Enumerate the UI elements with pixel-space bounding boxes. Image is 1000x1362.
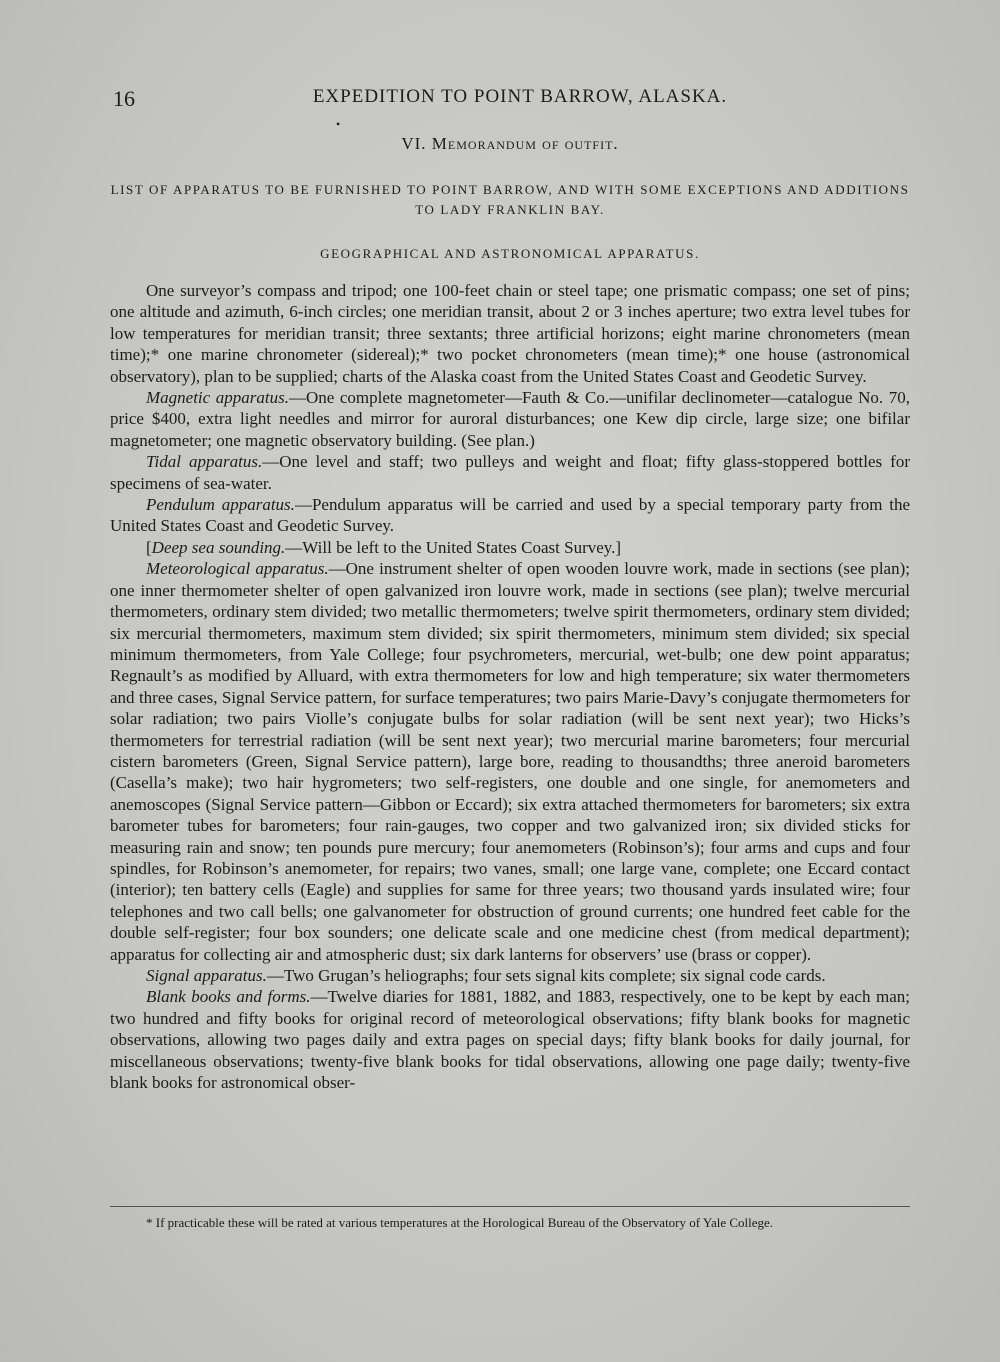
- running-title: EXPEDITION TO POINT BARROW, ALASKA.: [312, 86, 728, 107]
- section-numeral: VI.: [401, 134, 427, 153]
- blank-books-text: —Twelve diaries for 1881, 1882, and 1883, respectively, one to be kept by each man; two hundred and fifty books for original record of meteorological observations; fifty blank books for magnetic observations, allowing two pages daily and extra pages on special days; fifty blank books for daily journal, for miscellaneous observations; twenty-five blank books for tidal observations, allowing one page daily; twenty-five blank books for astronomical obser-: [110, 987, 910, 1093]
- page-body: [110, 130, 910, 1093]
- paragraph-geographical-text: One surveyor’s compass and tripod; one 100-feet chain or steel tape; one prismatic compass; one set of pins; one altitude and azimuth, 6-inch circles; one meridian transit, about 2 or 3 inches aperture; two extra level tubes for low temperatures for meridian transit; three sextants; three artificial horizons; eight marine chronometers (mean time);* one marine chronometer (sidereal);* two pocket chronometers (mean time);* one house (astronomical observatory), plan to be supplied; charts of the Alaska coast from the United States Coast and Geodetic Survey.: [110, 281, 910, 386]
- pendulum-label: Pendulum apparatus.: [146, 495, 295, 515]
- signal-label: Signal apparatus.: [146, 966, 267, 985]
- deep-sea-bracket: [: [146, 537, 152, 557]
- list-heading: LIST OF APPARATUS TO BE FURNISHED TO POINT BARROW, AND WITH SOME EXCEPTIONS AND ADDITIONS TO LADY FRANKLIN BAY.: [110, 182, 910, 217]
- pendulum-text: —Pendulum apparatus will be carried and used by a special temporary party from the United States Coast and Geodetic Survey.: [110, 495, 911, 536]
- footnote-rule: [110, 1206, 910, 1207]
- stray-ink-mark: •: [336, 117, 341, 131]
- paragraph-blank-books: [110, 986, 910, 1093]
- footnote: * If practicable these will be rated at various temperatures at the Horological Bureau of the Observatory of Yale College.: [146, 1215, 774, 1230]
- deep-sea-label: Deep sea sounding.: [151, 537, 286, 557]
- magnetic-text: —One complete magnetometer—Fauth & Co.—unifilar declinometer—catalogue No. 70, price $400, extra light needles and mirror for auroral disturbances; one Kew dip circle, large size; one bifilar magnetometer; one magnetic observatory building. (See plan.): [110, 388, 910, 450]
- tidal-label: Tidal apparatus.: [146, 452, 263, 472]
- meteorological-text: —One instrument shelter of open wooden louvre work, made in sections (see plan); one inner thermometer shelter of open galvanized iron louvre work, made in sections (see plan); twelve mercurial thermometers, ordinary stem divided; two metallic thermometers; twelve spirit thermometers, ordinary stem divided; six mercurial thermometers, maximum stem divided; six spirit thermometers, minimum stem divided; six special minimum thermometers, from Yale College; four psychrometers, mercurial, wet-bulb; one dew point apparatus; Regnault’s as modified by Alluard, with extra thermometers for low and high temperature; six water thermometers and three cases, Signal Service pattern, for surface temperatures; two pairs Marie-Davy’s conjugate thermometers for solar radiation; two pairs Violle’s conjugate bulbs for solar radiation (will be sent next year); two Hicks’s thermometers for terrestrial radiation (will be sent next year); two mercurial marine barometers; four mercurial cistern barometers (Green, Signal Service pattern), large bore, reading to thousandths; three aneroid barometers (Casella’s make); two hair hygrometers; two self-registers, one double and one single, for anemometers and anemoscopes (Signal Service pattern—Gibbon or Eccard); six extra attached thermometers for barometers; six extra barometer tubes for barometers; four rain-gauges, two copper and two galvanized iron; six divided sticks for measuring rain and snow; ten pounds pure mercury; four anemometers (Robinson’s); four arms and cups and four spindles, for Robinson’s anemometer, for repairs; two vanes, small; one large vane, complete; one Eccard contact (interior); ten battery cells (Eagle) and supplies for same for three years; two thousand yards insulated wire; four telephones and two call bells; one galvanometer for obstruction of ground currents; one hundred feet cable for the double self-register; four box sounders; one delicate scale and one medicine chest (from medical department); apparatus for collecting air and atmospheric dust; six dark lanterns for observers’ use (brass or copper).: [110, 559, 910, 964]
- paragraph-geographical: [110, 280, 910, 387]
- sub-heading-geographical: GEOGRAPHICAL AND ASTRONOMICAL APPARATUS.: [320, 246, 700, 261]
- tidal-text: —One level and staff; two pulleys and weight and float; fifty glass-stoppered bottles for specimens of sea-water.: [110, 452, 911, 493]
- paragraph-pendulum: [110, 494, 910, 537]
- meteorological-label: Meteorological apparatus.: [146, 559, 329, 579]
- section-title-text: Memorandum of outfit.: [431, 134, 619, 153]
- blank-books-label: Blank books and forms.: [146, 987, 311, 1007]
- paragraph-signal: [110, 965, 910, 986]
- signal-text: —Two Grugan’s heliographs; four sets signal kits complete; six signal code cards.: [266, 966, 826, 985]
- paragraph-magnetic: [110, 387, 910, 451]
- paragraph-tidal: [110, 451, 910, 494]
- running-head: [110, 86, 910, 112]
- page-number: 16: [113, 86, 135, 111]
- deep-sea-text: —Will be left to the United States Coast Survey.]: [285, 537, 622, 557]
- section-title: [110, 134, 910, 154]
- paragraph-meteorological: [110, 558, 910, 965]
- magnetic-label: Magnetic apparatus.: [146, 388, 289, 408]
- paragraph-deep-sea: [110, 537, 910, 558]
